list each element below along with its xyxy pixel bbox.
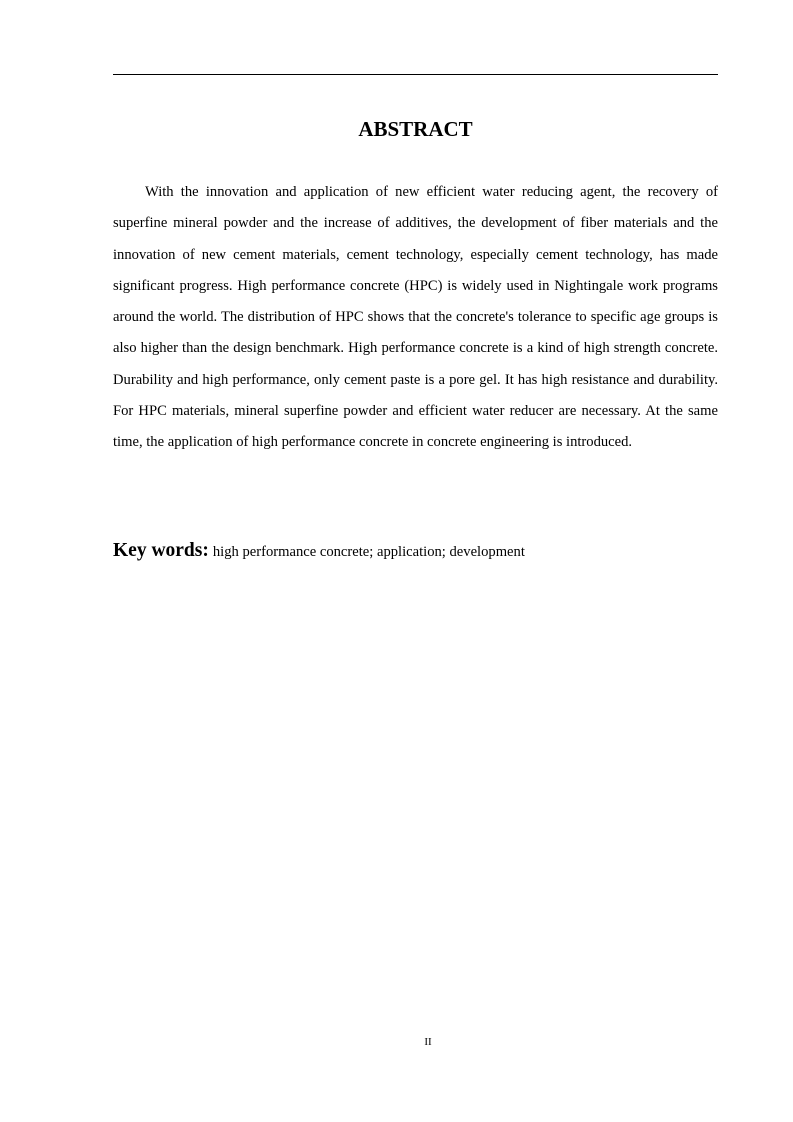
- page-number: II: [424, 1036, 432, 1048]
- abstract-paragraph: With the innovation and application of new efficient water reducing agent, the recovery of superfine mineral powder and the increase of additives, the development of fiber materials and the innovation of new cement materials, cement technology, especially cement technology, has made significant progress. High performance concrete (HPC) is widely used in Nightingale work programs around the world. The distribution of HPC shows that the concrete's tolerance to specific age groups is also higher than the design benchmark. High performance concrete is a kind of high strength concrete. Durability and high performance, only cement paste is a pore gel. It has high resistance and durability. For HPC materials, mineral superfine powder and efficient water reducer are necessary. At the same time, the application of high performance concrete in concrete engineering is introduced.: [113, 184, 718, 451]
- abstract-title: ABSTRACT: [358, 117, 473, 141]
- keywords-value: high performance concrete; application; development: [212, 544, 525, 560]
- header-rule: [113, 74, 718, 75]
- keywords-line: [113, 536, 718, 567]
- keywords-label: Key words:: [113, 540, 209, 561]
